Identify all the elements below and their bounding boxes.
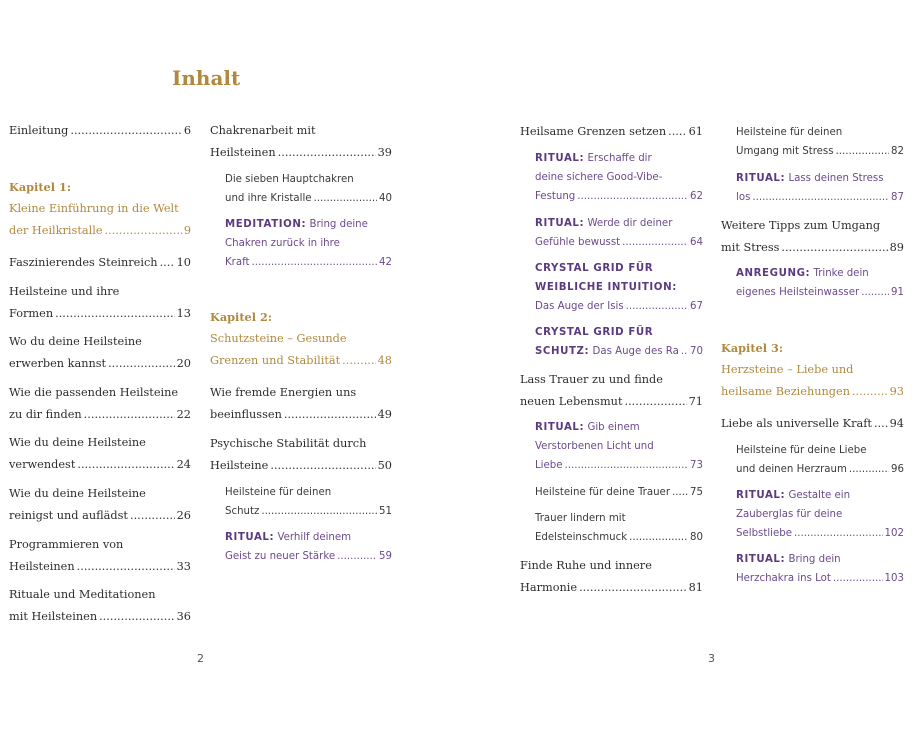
- toc-entry[interactable]: Liebe als universelle Kraft ..... 94: [721, 413, 904, 435]
- tag-label: CRYSTAL GRID FÜR: [535, 327, 654, 338]
- toc-entry[interactable]: Lass Trauer zu und finde neuen Lebensmut ..... 71: [520, 369, 703, 413]
- page-number-right: 3: [708, 652, 715, 665]
- toc-entry[interactable]: Heilsame Grenzen setzen ..... 61: [520, 121, 703, 143]
- toc-subentry[interactable]: Heilsteine für deinen Umgang mit Stress ..... 82: [736, 123, 904, 161]
- toc-subentry[interactable]: RITUAL: Werde dir deiner Gefühle bewusst ..... 64: [535, 214, 703, 252]
- toc-entry[interactable]: Psychische Stabilität durch Heilsteine ..... 50: [210, 433, 392, 477]
- tag-label: CRYSTAL GRID FÜR: [535, 263, 654, 274]
- toc-subentry[interactable]: RITUAL: Lass deinen Stress los ..... 87: [736, 169, 904, 207]
- tag-label: RITUAL:: [535, 153, 585, 164]
- tag-label: RITUAL:: [535, 218, 585, 229]
- tag-label: RITUAL:: [535, 422, 585, 433]
- toc-entry[interactable]: Rituale und Meditationen mit Heilsteinen ..... 36: [9, 584, 191, 628]
- toc-entry[interactable]: Wie du deine Heilsteine reinigst und auflädst ..... 26: [9, 483, 191, 527]
- toc-entry[interactable]: Finde Ruhe und innere Harmonie ..... 81: [520, 555, 703, 599]
- toc-chapter-2[interactable]: Kapitel 2: Schutzsteine – Gesunde Grenzen und Stabilität ..... 48: [210, 306, 392, 372]
- toc-entry[interactable]: Weitere Tipps zum Umgang mit Stress ..... 89: [721, 215, 904, 259]
- toc-entry[interactable]: Wie fremde Energien uns beeinflussen ..... 49: [210, 382, 392, 426]
- toc-subentry[interactable]: CRYSTAL GRID FÜR SCHUTZ: Das Auge des Ra ..... 70: [535, 323, 703, 361]
- tag-label: SCHUTZ:: [535, 346, 590, 357]
- chapter-label: Kapitel 2:: [210, 310, 272, 324]
- toc-subentry[interactable]: RITUAL: Erschaffe dir deine sichere Good-Vibe- Festung ..... 62: [535, 149, 703, 206]
- toc-entry[interactable]: Wie die passenden Heilsteine zu dir finden ..... 22: [9, 382, 191, 426]
- toc-subentry[interactable]: MEDITATION: Bring deine Chakren zurück in ihre Kraft ..... 42: [225, 215, 392, 272]
- toc-entry[interactable]: Chakrenarbeit mit Heilsteinen ..... 39: [210, 120, 392, 164]
- toc-entry[interactable]: Faszinierendes Steinreich ..... 10: [9, 252, 191, 274]
- tag-label: MEDITATION:: [225, 219, 307, 230]
- toc-subentry[interactable]: Heilsteine für deine Liebe und deinen Herzraum ..... 96: [736, 441, 904, 479]
- tag-label: RITUAL:: [736, 554, 786, 565]
- chapter-label: Kapitel 3:: [721, 341, 783, 355]
- tag-label: RITUAL:: [736, 173, 786, 184]
- page-title: Inhalt: [172, 66, 241, 90]
- toc-subentry[interactable]: RITUAL: Verhilf deinem Geist zu neuer Stärke ..... 59: [225, 528, 392, 566]
- toc-entry[interactable]: Wo du deine Heilsteine erwerben kannst ..... 20: [9, 331, 191, 375]
- toc-subentry[interactable]: RITUAL: Bring dein Herzchakra ins Lot ..... 103: [736, 550, 904, 588]
- chapter-label: Kapitel 1:: [9, 180, 71, 194]
- tag-label: RITUAL:: [736, 490, 786, 501]
- toc-chapter-1[interactable]: Kapitel 1: Kleine Einführung in die Welt der Heilkristalle ..... 9: [9, 176, 191, 242]
- toc-entry[interactable]: Heilsteine und ihre Formen ..... 13: [9, 281, 191, 325]
- tag-label: WEIBLICHE INTUITION:: [535, 282, 677, 293]
- toc-subentry[interactable]: Trauer lindern mit Edelsteinschmuck ..... 80: [535, 509, 703, 547]
- page-number-left: 2: [197, 652, 204, 665]
- toc-subentry[interactable]: RITUAL: Gib einem Verstorbenen Licht und Liebe ..... 73: [535, 418, 703, 475]
- toc-chapter-3[interactable]: Kapitel 3: Herzsteine – Liebe und heilsame Beziehungen ..... 93: [721, 337, 904, 403]
- toc-entry[interactable]: Wie du deine Heilsteine verwendest ..... 24: [9, 432, 191, 476]
- tag-label: ANREGUNG:: [736, 268, 811, 279]
- toc-entry[interactable]: Einleitung ..... 6: [9, 120, 191, 142]
- toc-subentry[interactable]: Heilsteine für deinen Schutz ..... 51: [225, 483, 392, 521]
- toc-subentry[interactable]: RITUAL: Gestalte ein Zauberglas für deine Selbstliebe ..... 102: [736, 486, 904, 543]
- toc-subentry[interactable]: Die sieben Hauptchakren und ihre Kristalle ..... 40: [225, 170, 392, 208]
- toc-entry[interactable]: Programmieren von Heilsteinen ..... 33: [9, 534, 191, 578]
- toc-subentry[interactable]: Heilsteine für deine Trauer ..... 75: [535, 483, 703, 502]
- toc-subentry[interactable]: ANREGUNG: Trinke dein eigenes Heilsteinwasser ..... 91: [736, 264, 904, 302]
- toc-subentry[interactable]: CRYSTAL GRID FÜR WEIBLICHE INTUITION: Das Auge der Isis ..... 67: [535, 259, 703, 316]
- tag-label: RITUAL:: [225, 532, 275, 543]
